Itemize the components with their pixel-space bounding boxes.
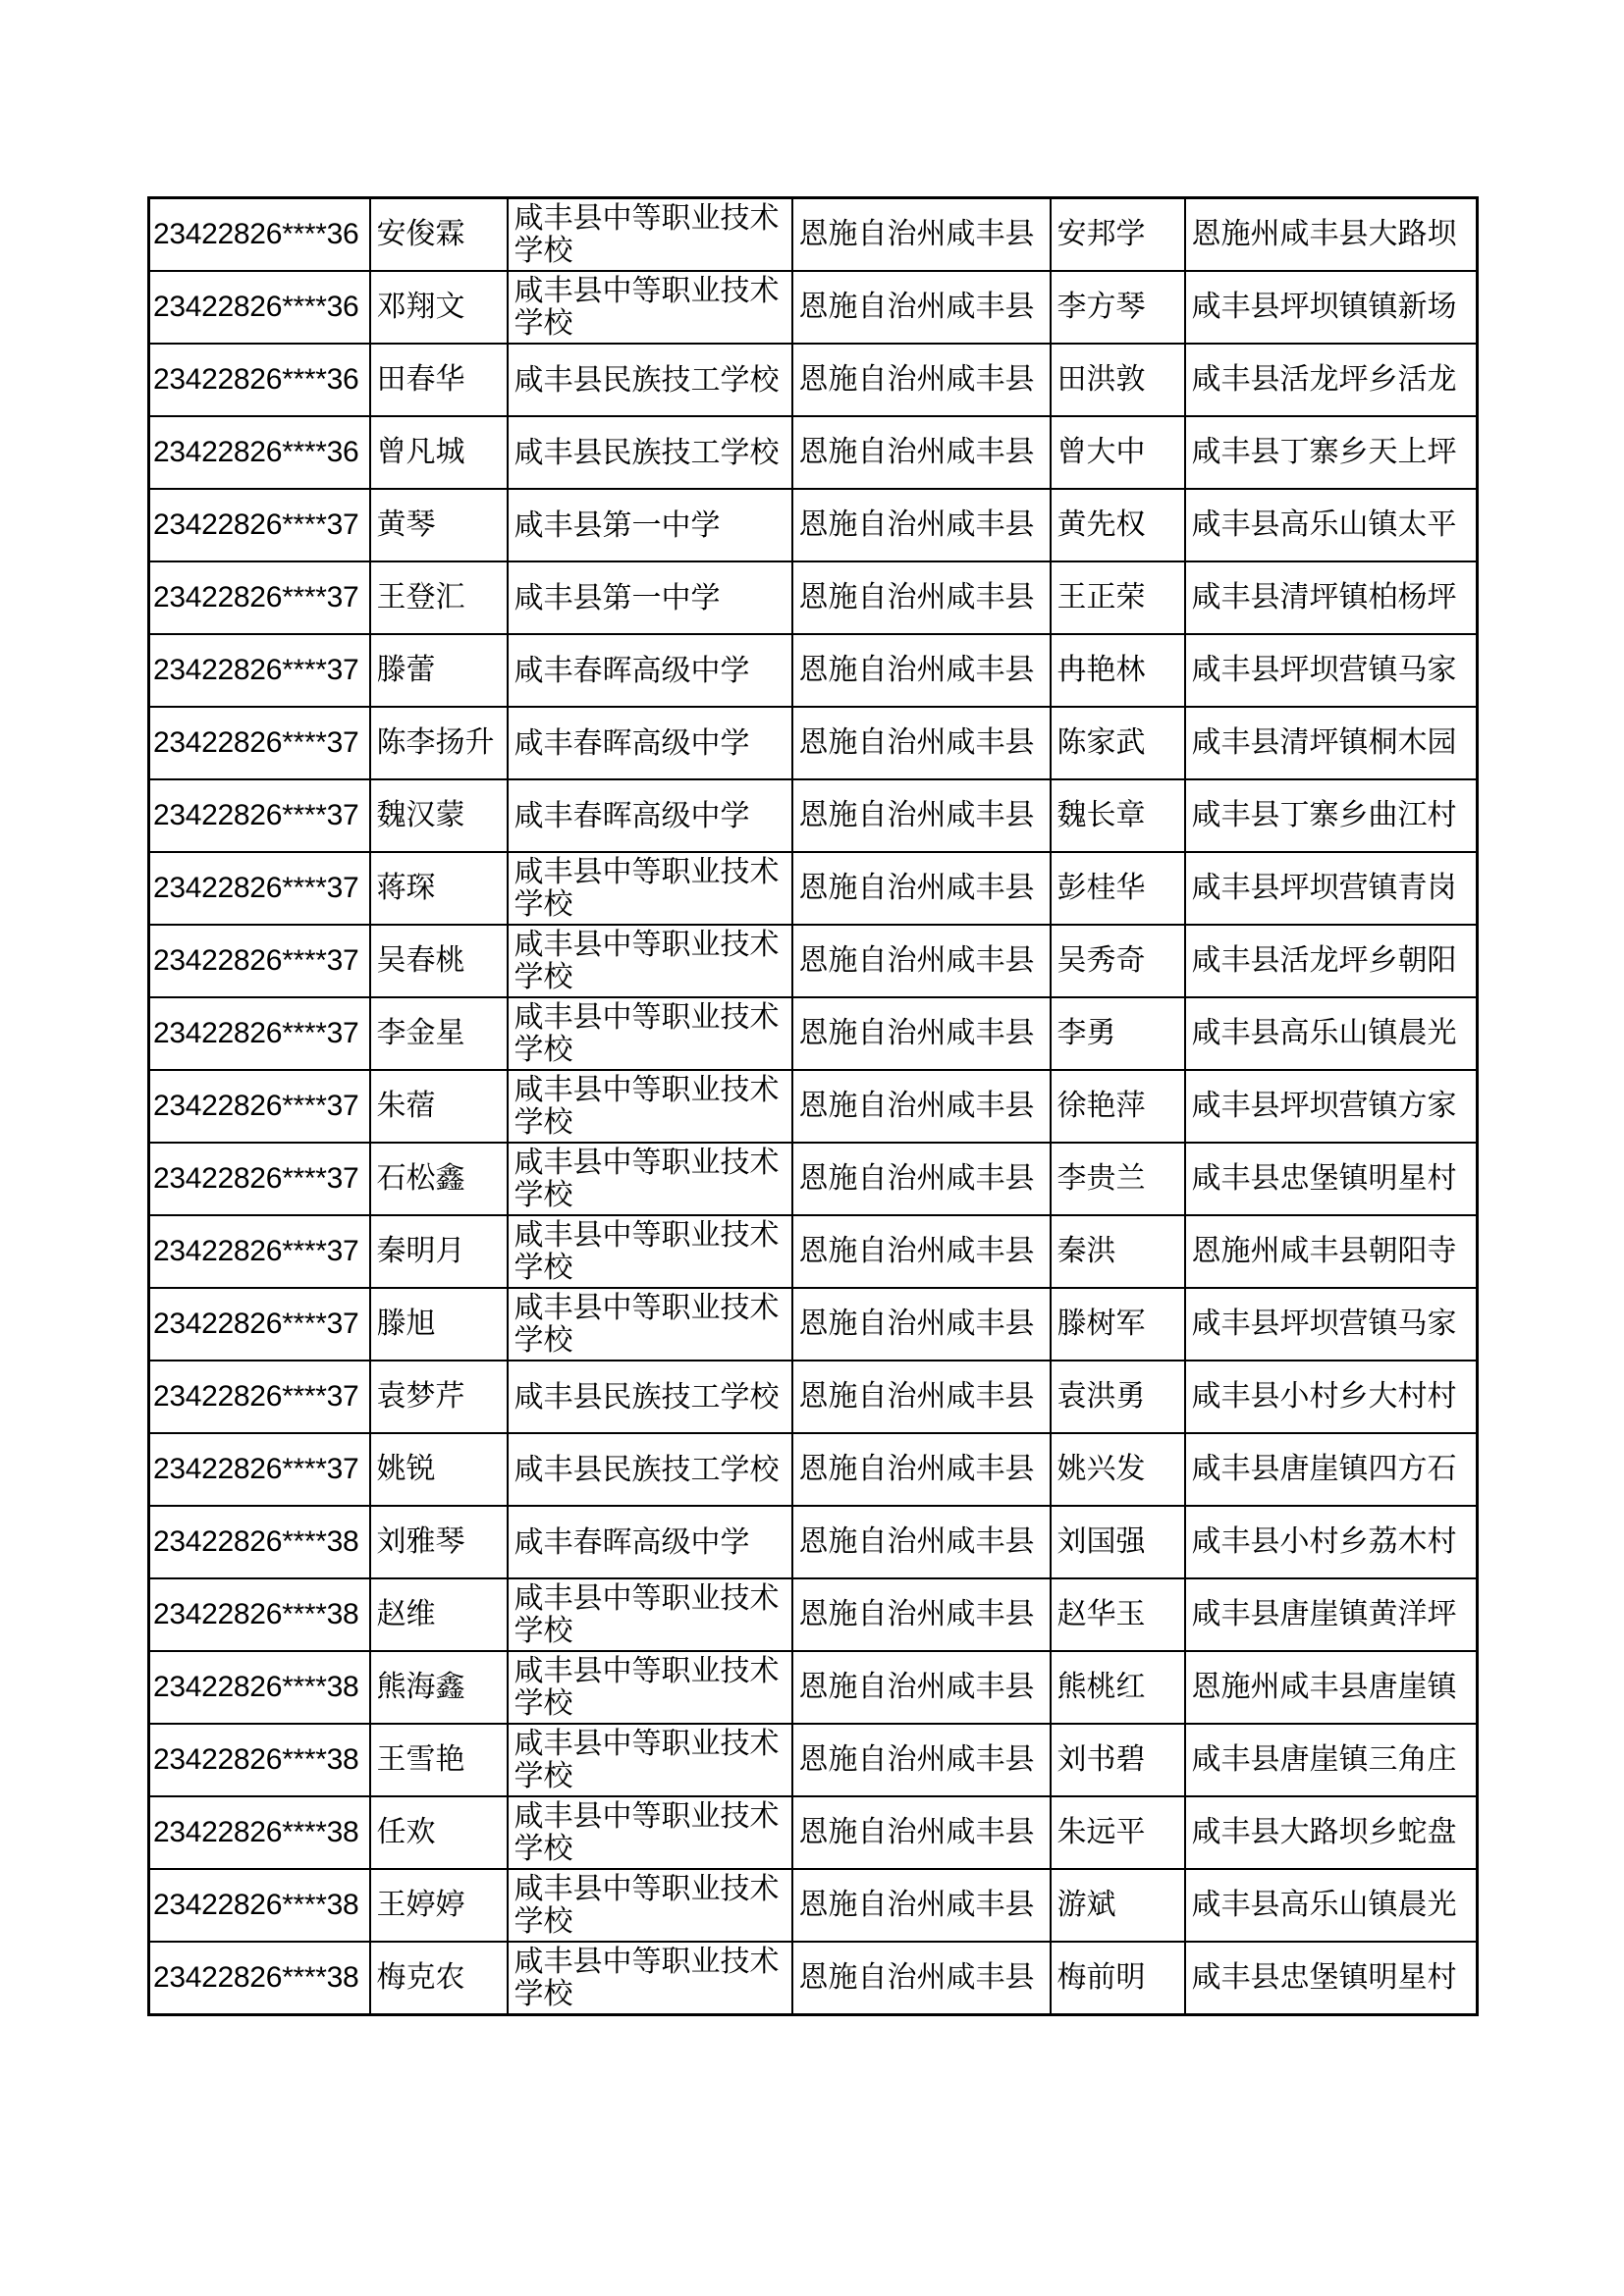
name-cell: 任欢 [370, 1796, 508, 1869]
table-row [149, 997, 1478, 1070]
parent-name-cell: 李方琴 [1051, 271, 1185, 344]
school-cell: 咸丰县中等职业技术学校 [508, 1651, 792, 1724]
region-cell: 恩施自治州咸丰县 [792, 271, 1051, 344]
table-row [149, 1143, 1478, 1215]
school-cell: 咸丰县中等职业技术学校 [508, 1869, 792, 1942]
name-cell: 魏汉蒙 [370, 779, 508, 852]
school-cell: 咸丰县中等职业技术学校 [508, 1942, 792, 2015]
name-cell: 安俊霖 [370, 198, 508, 272]
parent-name-cell: 李勇 [1051, 997, 1185, 1070]
table-row [149, 707, 1478, 779]
id-cell: 23422826****37 [149, 561, 370, 634]
school-cell: 咸丰县中等职业技术学校 [508, 271, 792, 344]
address-cell: 咸丰县高乐山镇晨光 [1185, 997, 1478, 1070]
school-cell: 咸丰县民族技工学校 [508, 416, 792, 489]
name-cell: 王登汇 [370, 561, 508, 634]
table-row [149, 1433, 1478, 1506]
parent-name-cell: 游斌 [1051, 1869, 1185, 1942]
region-cell: 恩施自治州咸丰县 [792, 779, 1051, 852]
table-row [149, 852, 1478, 925]
parent-name-cell: 姚兴发 [1051, 1433, 1185, 1506]
region-cell: 恩施自治州咸丰县 [792, 1724, 1051, 1796]
table-row [149, 1288, 1478, 1361]
table-row [149, 1361, 1478, 1433]
region-cell: 恩施自治州咸丰县 [792, 1143, 1051, 1215]
address-cell: 咸丰县唐崖镇黄洋坪 [1185, 1578, 1478, 1651]
id-cell: 23422826****38 [149, 1942, 370, 2015]
school-cell: 咸丰县中等职业技术学校 [508, 1578, 792, 1651]
address-cell: 咸丰县丁寨乡天上坪 [1185, 416, 1478, 489]
school-cell: 咸丰县第一中学 [508, 561, 792, 634]
region-cell: 恩施自治州咸丰县 [792, 1506, 1051, 1578]
table-row [149, 198, 1478, 272]
parent-name-cell: 田洪敦 [1051, 344, 1185, 416]
table-row [149, 344, 1478, 416]
name-cell: 黄琴 [370, 489, 508, 561]
school-cell: 咸丰春晖高级中学 [508, 1506, 792, 1578]
address-cell: 恩施州咸丰县大路坝 [1185, 198, 1478, 272]
name-cell: 陈李扬升 [370, 707, 508, 779]
id-cell: 23422826****38 [149, 1578, 370, 1651]
table-row [149, 271, 1478, 344]
table-row [149, 1869, 1478, 1942]
table-row [149, 489, 1478, 561]
parent-name-cell: 冉艳林 [1051, 634, 1185, 707]
parent-name-cell: 王正荣 [1051, 561, 1185, 634]
parent-name-cell: 滕树军 [1051, 1288, 1185, 1361]
name-cell: 李金星 [370, 997, 508, 1070]
parent-name-cell: 刘书碧 [1051, 1724, 1185, 1796]
address-cell: 咸丰县坪坝营镇马家 [1185, 634, 1478, 707]
address-cell: 咸丰县丁寨乡曲江村 [1185, 779, 1478, 852]
table-row [149, 1796, 1478, 1869]
school-cell: 咸丰春晖高级中学 [508, 707, 792, 779]
school-cell: 咸丰县第一中学 [508, 489, 792, 561]
region-cell: 恩施自治州咸丰县 [792, 1869, 1051, 1942]
school-cell: 咸丰县中等职业技术学校 [508, 1724, 792, 1796]
id-cell: 23422826****36 [149, 271, 370, 344]
address-cell: 咸丰县高乐山镇太平 [1185, 489, 1478, 561]
table-row [149, 779, 1478, 852]
region-cell: 恩施自治州咸丰县 [792, 852, 1051, 925]
parent-name-cell: 赵华玉 [1051, 1578, 1185, 1651]
name-cell: 熊海鑫 [370, 1651, 508, 1724]
name-cell: 田春华 [370, 344, 508, 416]
parent-name-cell: 熊桃红 [1051, 1651, 1185, 1724]
parent-name-cell: 黄先权 [1051, 489, 1185, 561]
parent-name-cell: 彭桂华 [1051, 852, 1185, 925]
school-cell: 咸丰春晖高级中学 [508, 634, 792, 707]
table-row [149, 1724, 1478, 1796]
school-cell: 咸丰县民族技工学校 [508, 1433, 792, 1506]
id-cell: 23422826****36 [149, 416, 370, 489]
id-cell: 23422826****37 [149, 997, 370, 1070]
address-cell: 咸丰县活龙坪乡朝阳 [1185, 925, 1478, 997]
region-cell: 恩施自治州咸丰县 [792, 1070, 1051, 1143]
table-row [149, 1215, 1478, 1288]
id-cell: 23422826****37 [149, 779, 370, 852]
name-cell: 曾凡城 [370, 416, 508, 489]
table-body [149, 198, 1478, 2015]
parent-name-cell: 刘国强 [1051, 1506, 1185, 1578]
school-cell: 咸丰县中等职业技术学校 [508, 1143, 792, 1215]
name-cell: 袁梦芹 [370, 1361, 508, 1433]
region-cell: 恩施自治州咸丰县 [792, 1433, 1051, 1506]
school-cell: 咸丰县中等职业技术学校 [508, 925, 792, 997]
name-cell: 蒋琛 [370, 852, 508, 925]
school-cell: 咸丰县中等职业技术学校 [508, 852, 792, 925]
name-cell: 梅克农 [370, 1942, 508, 2015]
parent-name-cell: 梅前明 [1051, 1942, 1185, 2015]
table-row [149, 561, 1478, 634]
name-cell: 邓翔文 [370, 271, 508, 344]
name-cell: 石松鑫 [370, 1143, 508, 1215]
address-cell: 咸丰县清坪镇桐木园 [1185, 707, 1478, 779]
name-cell: 滕旭 [370, 1288, 508, 1361]
region-cell: 恩施自治州咸丰县 [792, 707, 1051, 779]
region-cell: 恩施自治州咸丰县 [792, 561, 1051, 634]
name-cell: 姚锐 [370, 1433, 508, 1506]
address-cell: 咸丰县清坪镇柏杨坪 [1185, 561, 1478, 634]
id-cell: 23422826****37 [149, 489, 370, 561]
address-cell: 咸丰县坪坝营镇青岗 [1185, 852, 1478, 925]
table-row [149, 1506, 1478, 1578]
name-cell: 朱蓿 [370, 1070, 508, 1143]
table-row [149, 1578, 1478, 1651]
address-cell: 咸丰县活龙坪乡活龙 [1185, 344, 1478, 416]
name-cell: 赵维 [370, 1578, 508, 1651]
region-cell: 恩施自治州咸丰县 [792, 1942, 1051, 2015]
id-cell: 23422826****38 [149, 1796, 370, 1869]
region-cell: 恩施自治州咸丰县 [792, 1578, 1051, 1651]
parent-name-cell: 吴秀奇 [1051, 925, 1185, 997]
address-cell: 恩施州咸丰县朝阳寺 [1185, 1215, 1478, 1288]
parent-name-cell: 陈家武 [1051, 707, 1185, 779]
table-row [149, 1070, 1478, 1143]
school-cell: 咸丰春晖高级中学 [508, 779, 792, 852]
id-cell: 23422826****37 [149, 1288, 370, 1361]
school-cell: 咸丰县中等职业技术学校 [508, 1288, 792, 1361]
id-cell: 23422826****37 [149, 1070, 370, 1143]
id-cell: 23422826****37 [149, 1143, 370, 1215]
parent-name-cell: 徐艳萍 [1051, 1070, 1185, 1143]
region-cell: 恩施自治州咸丰县 [792, 1796, 1051, 1869]
parent-name-cell: 安邦学 [1051, 198, 1185, 272]
parent-name-cell: 曾大中 [1051, 416, 1185, 489]
name-cell: 秦明月 [370, 1215, 508, 1288]
address-cell: 恩施州咸丰县唐崖镇 [1185, 1651, 1478, 1724]
id-cell: 23422826****38 [149, 1506, 370, 1578]
address-cell: 咸丰县坪坝营镇马家 [1185, 1288, 1478, 1361]
id-cell: 23422826****38 [149, 1651, 370, 1724]
school-cell: 咸丰县中等职业技术学校 [508, 997, 792, 1070]
region-cell: 恩施自治州咸丰县 [792, 198, 1051, 272]
parent-name-cell: 袁洪勇 [1051, 1361, 1185, 1433]
address-cell: 咸丰县大路坝乡蛇盘 [1185, 1796, 1478, 1869]
id-cell: 23422826****37 [149, 1433, 370, 1506]
parent-name-cell: 秦洪 [1051, 1215, 1185, 1288]
address-cell: 咸丰县坪坝镇镇新场 [1185, 271, 1478, 344]
parent-name-cell: 魏长章 [1051, 779, 1185, 852]
id-cell: 23422826****36 [149, 344, 370, 416]
region-cell: 恩施自治州咸丰县 [792, 925, 1051, 997]
name-cell: 王婷婷 [370, 1869, 508, 1942]
address-cell: 咸丰县唐崖镇三角庄 [1185, 1724, 1478, 1796]
name-cell: 王雪艳 [370, 1724, 508, 1796]
address-cell: 咸丰县唐崖镇四方石 [1185, 1433, 1478, 1506]
id-cell: 23422826****37 [149, 1215, 370, 1288]
region-cell: 恩施自治州咸丰县 [792, 489, 1051, 561]
region-cell: 恩施自治州咸丰县 [792, 344, 1051, 416]
id-cell: 23422826****37 [149, 925, 370, 997]
address-cell: 咸丰县忠堡镇明星村 [1185, 1942, 1478, 2015]
id-cell: 23422826****37 [149, 1361, 370, 1433]
region-cell: 恩施自治州咸丰县 [792, 1215, 1051, 1288]
table-row [149, 634, 1478, 707]
region-cell: 恩施自治州咸丰县 [792, 1361, 1051, 1433]
name-cell: 刘雅琴 [370, 1506, 508, 1578]
school-cell: 咸丰县中等职业技术学校 [508, 1796, 792, 1869]
address-cell: 咸丰县小村乡大村村 [1185, 1361, 1478, 1433]
parent-name-cell: 朱远平 [1051, 1796, 1185, 1869]
data-table [147, 196, 1479, 2016]
school-cell: 咸丰县中等职业技术学校 [508, 198, 792, 272]
region-cell: 恩施自治州咸丰县 [792, 1651, 1051, 1724]
parent-name-cell: 李贵兰 [1051, 1143, 1185, 1215]
school-cell: 咸丰县民族技工学校 [508, 1361, 792, 1433]
table-row [149, 1651, 1478, 1724]
table-row [149, 1942, 1478, 2015]
address-cell: 咸丰县高乐山镇晨光 [1185, 1869, 1478, 1942]
address-cell: 咸丰县小村乡荔木村 [1185, 1506, 1478, 1578]
id-cell: 23422826****37 [149, 634, 370, 707]
id-cell: 23422826****37 [149, 852, 370, 925]
name-cell: 滕蕾 [370, 634, 508, 707]
school-cell: 咸丰县中等职业技术学校 [508, 1215, 792, 1288]
region-cell: 恩施自治州咸丰县 [792, 1288, 1051, 1361]
id-cell: 23422826****37 [149, 707, 370, 779]
region-cell: 恩施自治州咸丰县 [792, 997, 1051, 1070]
address-cell: 咸丰县坪坝营镇方家 [1185, 1070, 1478, 1143]
name-cell: 吴春桃 [370, 925, 508, 997]
table-row [149, 416, 1478, 489]
table-row [149, 925, 1478, 997]
id-cell: 23422826****38 [149, 1724, 370, 1796]
school-cell: 咸丰县中等职业技术学校 [508, 1070, 792, 1143]
id-cell: 23422826****36 [149, 198, 370, 272]
region-cell: 恩施自治州咸丰县 [792, 416, 1051, 489]
id-cell: 23422826****38 [149, 1869, 370, 1942]
address-cell: 咸丰县忠堡镇明星村 [1185, 1143, 1478, 1215]
school-cell: 咸丰县民族技工学校 [508, 344, 792, 416]
region-cell: 恩施自治州咸丰县 [792, 634, 1051, 707]
